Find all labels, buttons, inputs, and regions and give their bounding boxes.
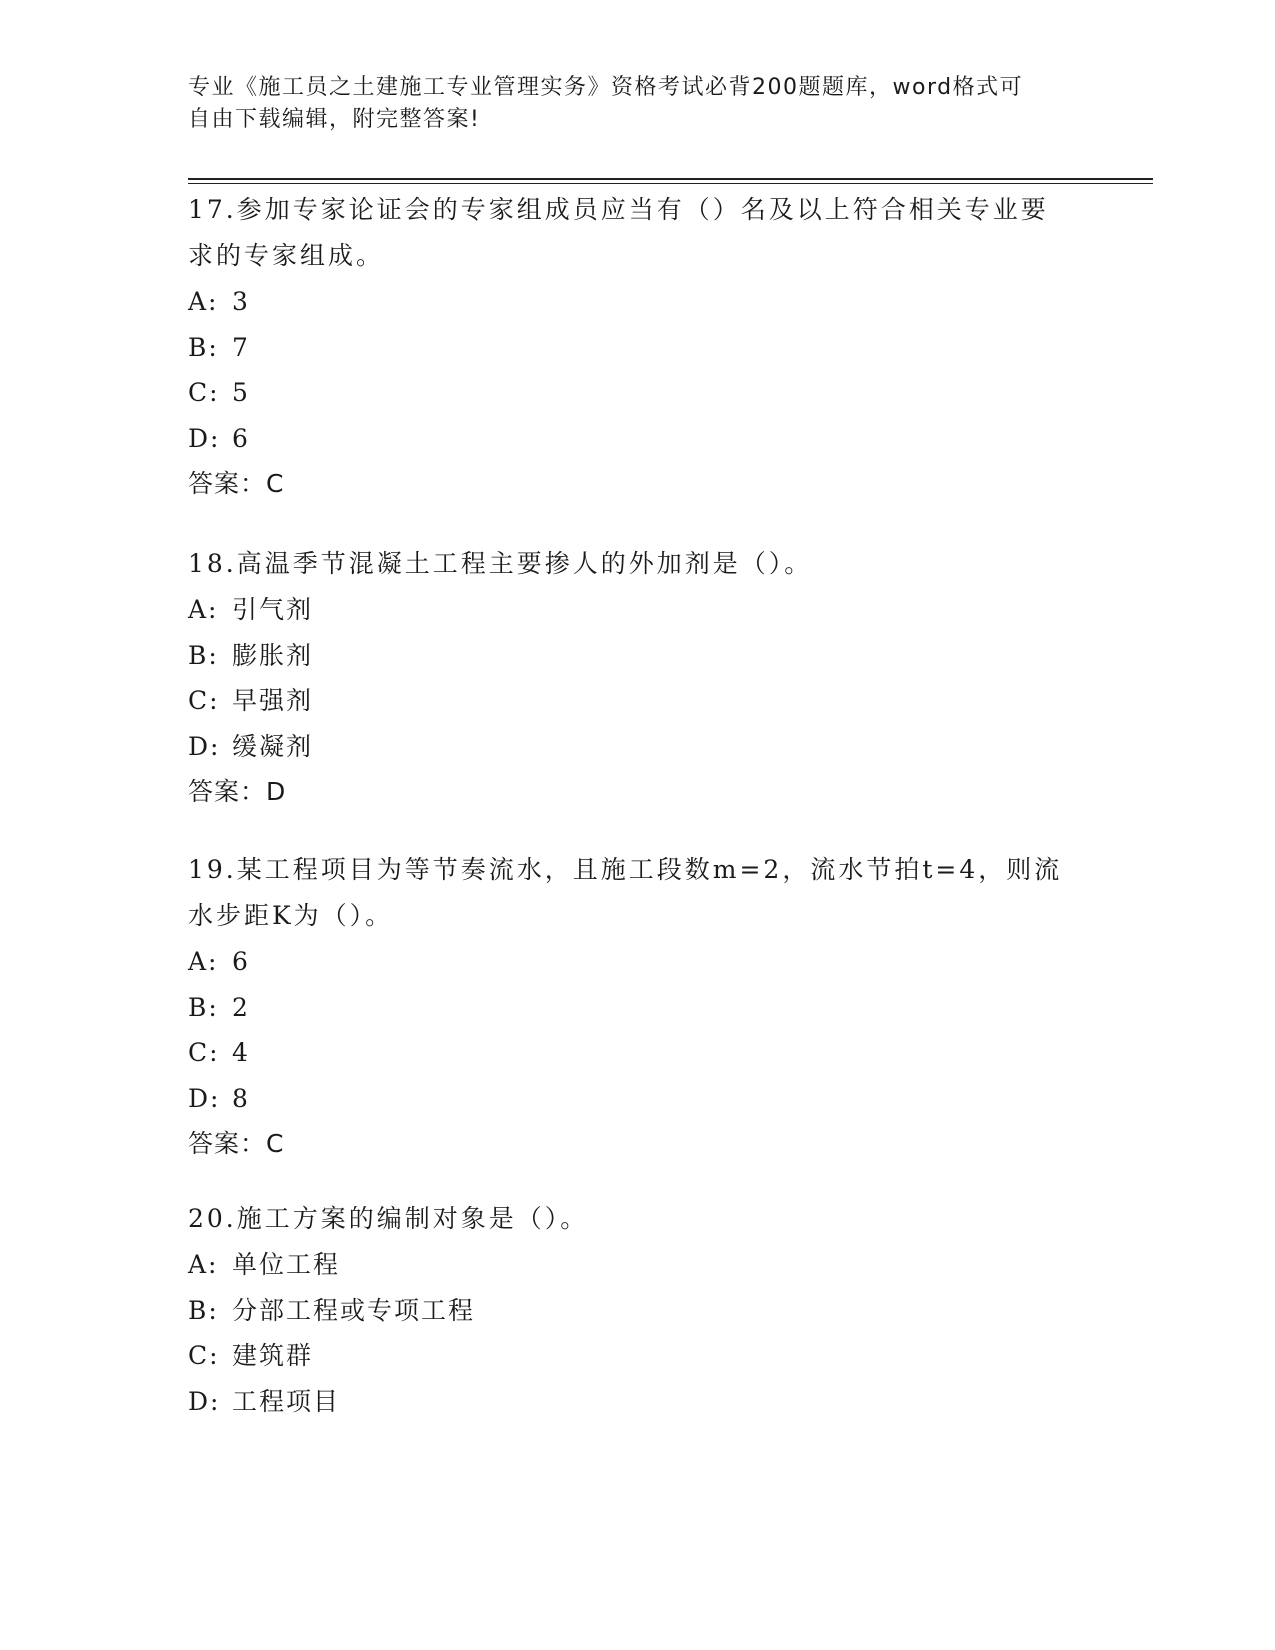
answer: 答案：C	[188, 469, 285, 498]
option-label: D:	[188, 731, 221, 761]
option-text: 6	[232, 423, 250, 453]
option-text: 5	[232, 378, 250, 407]
option-label: B:	[188, 992, 219, 1022]
option-label: A:	[188, 947, 219, 976]
option-a	[188, 1242, 1088, 1288]
question-stem: 18.高温季节混凝土工程主要掺人的外加剂是（）。	[188, 549, 813, 578]
option-d	[188, 1379, 1088, 1425]
option-label: C:	[188, 1038, 220, 1067]
option-label: B:	[188, 640, 219, 670]
option-a	[188, 587, 1088, 633]
document-header	[188, 72, 1088, 136]
option-c	[188, 1333, 1088, 1379]
header-line-2: 自由下载编辑，附完整答案!	[188, 107, 481, 132]
option-text: 早强剂	[232, 686, 314, 715]
header-divider-thin	[188, 183, 1153, 184]
option-text: 8	[232, 1083, 250, 1113]
option-label: C:	[188, 378, 220, 407]
option-c	[188, 1030, 1088, 1076]
question-stem: 17.参加专家论证会的专家组成员应当有（）名及以上符合相关专业要	[188, 195, 1049, 224]
option-text: 建筑群	[232, 1341, 314, 1370]
option-label: D:	[188, 423, 221, 453]
option-d	[188, 416, 1088, 462]
option-label: D:	[188, 1386, 221, 1416]
question-18	[188, 541, 1088, 815]
header-line-1: 专业《施工员之土建施工专业管理实务》资格考试必背200题题库，word格式可	[188, 75, 1024, 100]
option-text: 单位工程	[232, 1250, 341, 1279]
option-d	[188, 724, 1088, 770]
option-text: 工程项目	[232, 1386, 341, 1416]
option-label: C:	[188, 686, 220, 715]
option-a	[188, 279, 1088, 325]
question-19	[188, 847, 1088, 1167]
option-text: 6	[232, 947, 250, 976]
answer: 答案：C	[188, 1129, 285, 1158]
option-text: 2	[232, 992, 250, 1022]
option-label: C:	[188, 1341, 220, 1370]
question-20	[188, 1196, 1088, 1424]
option-label: B:	[188, 332, 219, 362]
question-stem-cont: 水步距K为（）。	[188, 901, 394, 930]
option-text: 引气剂	[232, 595, 314, 624]
answer: 答案：D	[188, 777, 287, 806]
question-17	[188, 187, 1088, 507]
option-label: B:	[188, 1295, 219, 1325]
option-label: A:	[188, 1250, 219, 1279]
question-stem: 20.施工方案的编制对象是（）。	[188, 1204, 589, 1233]
option-text: 缓凝剂	[232, 731, 314, 761]
option-label: A:	[188, 287, 219, 316]
option-b	[188, 325, 1088, 371]
option-text: 分部工程或专项工程	[232, 1295, 476, 1325]
option-label: D:	[188, 1083, 221, 1113]
question-stem-cont: 求的专家组成。	[188, 241, 385, 270]
header-divider-thick	[188, 178, 1153, 180]
option-b	[188, 1288, 1088, 1334]
option-text: 4	[232, 1038, 250, 1067]
option-text: 膨胀剂	[232, 640, 314, 670]
option-c	[188, 370, 1088, 416]
option-d	[188, 1076, 1088, 1122]
option-b	[188, 985, 1088, 1031]
option-text: 3	[232, 287, 250, 316]
option-a	[188, 939, 1088, 985]
option-c	[188, 678, 1088, 724]
option-label: A:	[188, 595, 219, 624]
option-text: 7	[232, 332, 250, 362]
question-stem: 19.某工程项目为等节奏流水，且施工段数m=2，流水节拍t=4，则流	[188, 855, 1063, 884]
option-b	[188, 633, 1088, 679]
